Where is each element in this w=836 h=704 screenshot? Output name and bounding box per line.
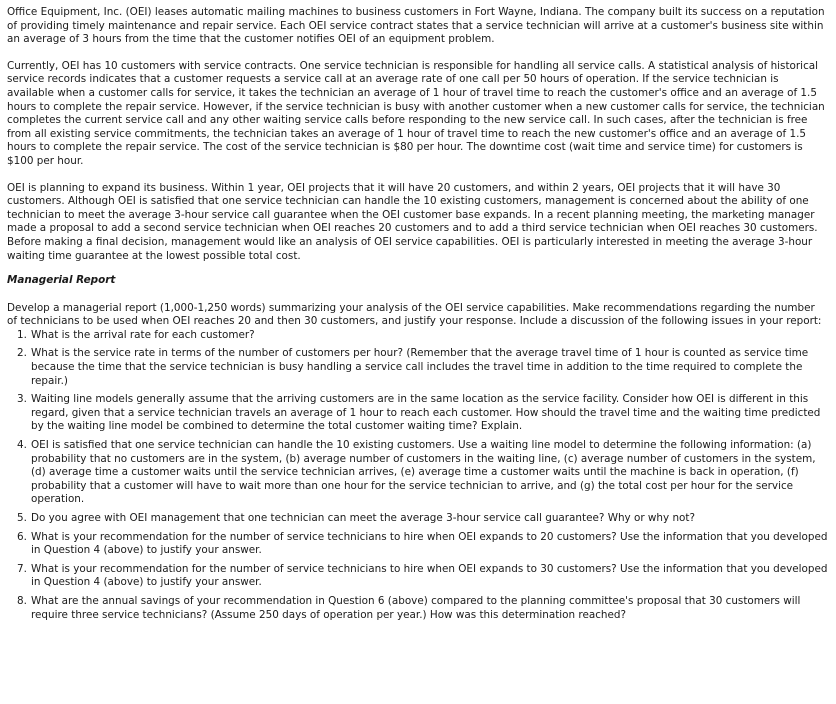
question-number: 2.: [17, 347, 27, 360]
question-number: 3.: [17, 393, 27, 406]
question-number: 5.: [17, 512, 27, 524]
list-item: [7, 329, 828, 343]
question-number: 8.: [17, 594, 27, 607]
question-number: 1.: [17, 328, 27, 341]
list-item: [7, 393, 828, 434]
question-text: What is your recommendation for the number of service technicians to hire when OEI expands to 30 customers? Use the information that you developed in Question 4 (above) to justify your answer.: [31, 562, 828, 589]
current-situation-paragraph: Currently, OEI has 10 customers with service contracts. One service technician is responsible for handling all service calls. A statistical analysis of historical service records indicates that a customer requests a service call at an average rate of one call per 50 hours of operation. If the service technician is available when a customer calls for service, it takes the technician an average of 1 hour of travel time to reach the customer's office and an average of 1.5 hours to complete the repair service. However, if the service technician is busy with another customer when a new customer calls for service, the technician completes the current service call and any other waiting service calls before responding to the new service call. In such cases, after the technician is free from all existing service commitments, the technician takes an average of 1 hour of travel time to reach the new customer's office and an average of 1.5 hours to complete the repair service. The cost of the service technician is $80 per hour. The downtime cost (wait time and service time) for customers is $100 per hour.: [7, 59, 825, 167]
question-text: What is the arrival rate for each customer?: [31, 328, 255, 341]
question-number: 7.: [17, 562, 27, 575]
list-item: [7, 563, 828, 590]
question-list: [7, 329, 828, 622]
list-item: [7, 439, 828, 507]
list-item: [7, 347, 828, 388]
question-number: 6.: [17, 530, 27, 543]
question-number: 4.: [17, 439, 27, 452]
report-instructions: Develop a managerial report (1,000-1,250 words) summarizing your analysis of the OEI service capabilities. Make recommendations regarding the number of technicians to be used when OEI reaches 20 and then 30 customers, and justify your response. Include a discussion of the following issues in your report:: [7, 301, 822, 328]
list-item: [7, 512, 828, 526]
question-text: What are the annual savings of your recommendation in Question 6 (above) compared to the planning committee's proposal that 30 customers will require three service technicians? (Assume 250 days of operation per year.) How was this determination reached?: [31, 594, 801, 621]
question-text: OEI is satisfied that one service technician can handle the 10 existing customers. Use a waiting line model to determine the following information: (a) probability that no customers are in the system, (b) average number of customers in the waiting line, (c) average number of customers in the system, (d) average time a customer waits until the service technician arrives, (e) average time a customer waits until the machine is back in operation, (f) probability that a customer will have to wait more than one hour for the service technician to arrive, and (g) the total cost per hour for the service operation.: [31, 439, 816, 506]
list-item: [7, 595, 828, 622]
intro-paragraph: Office Equipment, Inc. (OEI) leases automatic mailing machines to business customers in Fort Wayne, Indiana. The company built its success on a reputation of providing timely maintenance and repair service. Each OEI service contract states that a service technician will arrive at a customer's business site within an average of 3 hours from the time that the customer notifies OEI of an equipment problem.: [7, 6, 825, 46]
question-text: Do you agree with OEI management that one technician can meet the average 3-hour service call guarantee? Why or why not?: [31, 512, 696, 524]
question-text: Waiting line models generally assume that the arriving customers are in the same location as the service facility. Consider how OEI is different in this regard, given that a service technician travels an average of 1 hour to reach each customer. How should the travel time and the waiting time predicted by the waiting line model be combined to determine the total customer waiting time? Explain.: [31, 393, 821, 433]
managerial-report-heading: Managerial Report: [7, 274, 116, 287]
question-text: What is the service rate in terms of the number of customers per hour? (Remember that the average travel time of 1 hour is counted as service time because the time that the service technician is busy handling a service call includes the travel time in addition to the time required to complete the repair.): [31, 347, 809, 387]
question-text: What is your recommendation for the number of service technicians to hire when OEI expands to 20 customers? Use the information that you developed in Question 4 (above) to justify your answer.: [31, 530, 828, 557]
expansion-paragraph: OEI is planning to expand its business. Within 1 year, OEI projects that it will have 20 customers, and within 2 years, OEI projects that it will have 30 customers. Although OEI is satisfied that one service technician can handle the 10 existing customers, management is concerned about the ability of one technician to meet the average 3-hour service call guarantee when the OEI customer base expands. In a recent planning meeting, the marketing manager made a proposal to add a second service technician when OEI reaches 20 customers and to add a third service technician when OEI reaches 30 customers. Before making a final decision, management would like an analysis of OEI service capabilities. OEI is particularly interested in meeting the average 3-hour waiting time guarantee at the lowest possible total cost.: [7, 181, 818, 262]
list-item: [7, 531, 828, 558]
